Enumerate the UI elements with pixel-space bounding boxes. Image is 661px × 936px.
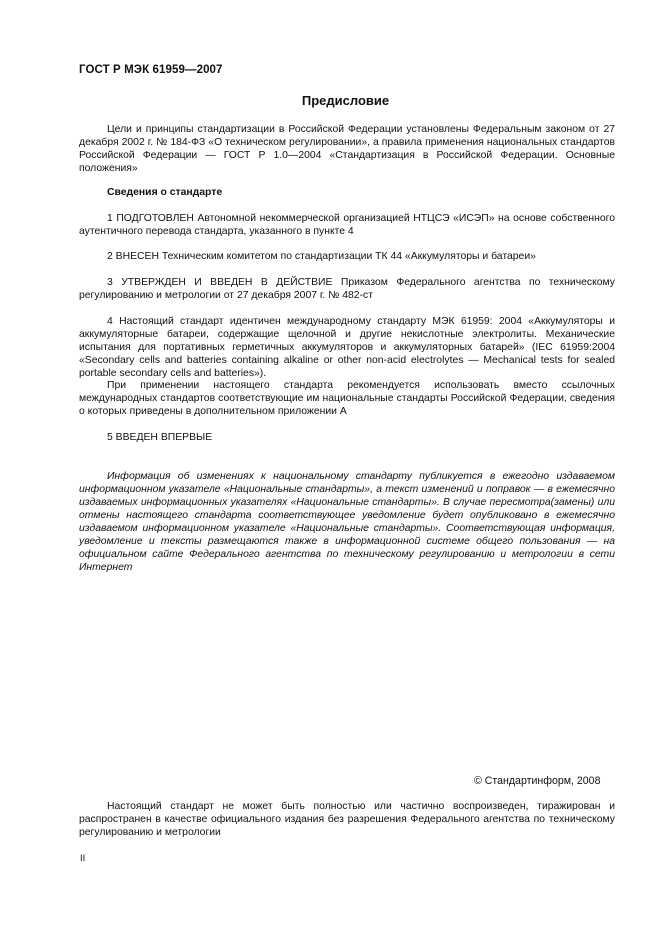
page-title: Предисловие: [301, 93, 390, 108]
about-heading: Сведения о стандарте: [107, 187, 223, 198]
standard-header: ГОСТ Р МЭК 61959—2007: [79, 64, 223, 76]
item-4: 4 Настоящий стандарт идентичен международному стандарту МЭК 61959: 2004 «Аккумуляторы и аккумуляторные батареи, содержащие щелочной и другие некислотные электролиты. Механические испытания для портативных герметичных аккумуляторов и аккумуляторных батарей» (IEC 61959:2004 «Secondary cells and batteries containing alkaline or other non-acid electrolytes — Mechanical tests for sealed portable secondary cells and batteries»).: [79, 316, 615, 379]
item-4-note: При применении настоящего стандарта рекомендуется использовать вместо ссылочных международных стандартов соответствующие им национальные стандарты Российской Федерации, сведения о которых приведены в дополнительном приложении А: [79, 380, 615, 417]
copyright: © Стандартинформ, 2008: [474, 775, 601, 787]
legal-notice: Настоящий стандарт не может быть полностью или частично воспроизведен, тиражирован и распространен в качестве официального издания без разрешения Федерального агентства по техническому регулированию и метрологии: [79, 801, 615, 838]
page-number: II: [80, 853, 86, 864]
info-note: Информация об изменениях к национальному стандарту публикуется в ежегодно издаваемом информационном указателе «Национальные стандарты», а текст изменений и поправок — в ежемесячно издаваемых информационных указателях «Национальные стандарты». В случае пересмотра(замены) или отмены настоящего стандарта соответствующее уведомление будет опубликовано в ежемесячно издаваемом информационном указателе «Национальные стандарты». Соответствующая информация, уведомление и тексты размещаются также в информационной системе общего пользования — на официальном сайте Федерального агентства по техническому регулированию и метрологии в сети Интернет: [79, 471, 615, 573]
item-3: 3 УТВЕРЖДЕН И ВВЕДЕН В ДЕЙСТВИЕ Приказом Федерального агентства по техническому регулированию и метрологии от 27 декабря 2007 г. № 482-ст: [79, 277, 615, 301]
item-1: 1 ПОДГОТОВЛЕН Автономной некоммерческой организацией НТЦСЭ «ИСЭП» на основе собственного аутентичного перевода стандарта, указанного в пункте 4: [79, 213, 615, 237]
item-5: 5 ВВЕДЕН ВПЕРВЫЕ: [107, 432, 213, 443]
item-2: 2 ВНЕСЕН Техническим комитетом по стандартизации ТК 44 «Аккумуляторы и батареи»: [107, 251, 536, 262]
intro-paragraph: Цели и принципы стандартизации в Российской Федерации установлены Федеральным законом от 27 декабря 2002 г. № 184-ФЗ «О техническом регулировании», а правила применения национальных стандартов Российской Федерации — ГОСТ Р 1.0—2004 «Стандартизация в Российской Федерации. Основные положения»: [79, 124, 615, 174]
